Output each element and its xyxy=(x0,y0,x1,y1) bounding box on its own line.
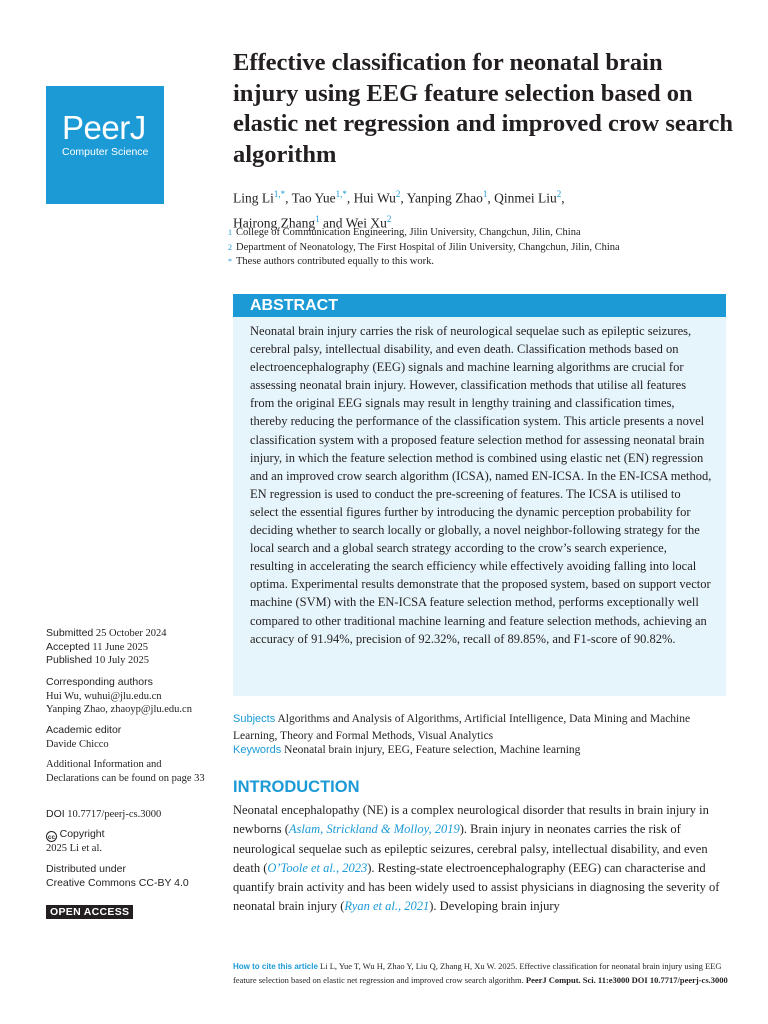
journal-citation: PeerJ Comput. Sci. 11:e3000 DOI 10.7717/peerj-cs.3000 xyxy=(525,974,728,985)
subjects-label: Subjects xyxy=(233,713,276,725)
abstract-section xyxy=(233,294,726,696)
author-name: Hui Wu xyxy=(353,190,396,206)
author-name: Hairong Zhang xyxy=(233,215,316,230)
affiliation-list xyxy=(228,226,738,270)
introduction-heading: INTRODUCTION xyxy=(233,778,360,796)
submitted-date: 25 October 2024 xyxy=(95,628,167,639)
accepted-date: 11 June 2025 xyxy=(92,641,149,653)
subjects-text: Algorithms and Analysis of Algorithms, Artificial Intelligence, Data Mining and Machine Learning, Theory and Formal Methods, Visual Analytics xyxy=(233,713,691,742)
corresponding-authors: Corresponding authors Hui Wu, wuhui@jlu.edu.cn Yanping Zhao, zhaoyp@jlu.edu.cn xyxy=(46,676,226,717)
keywords-text: Neonatal brain injury, EEG, Feature selection, Machine learning xyxy=(284,744,581,756)
academic-editor: Academic editor Davide Chicco xyxy=(46,724,122,750)
logo-brand: PeerJ xyxy=(62,109,146,146)
author-affil-mark: 1,* xyxy=(335,189,347,199)
abstract-heading: ABSTRACT xyxy=(233,294,726,317)
citation-link[interactable]: Aslam, Strickland & Molloy, 2019 xyxy=(288,822,460,837)
citation-link[interactable]: O’Toole et al., 2023 xyxy=(267,860,368,875)
author-affil-mark: 1 xyxy=(482,189,488,199)
subjects xyxy=(233,711,733,744)
abstract-text: Neonatal brain injury carries the risk of neurological sequelae such as epileptic seizures, cerebral palsy, intellectual disability, and even death. Classification methods based on electroencephalography (EEG) signals and machine learning algorithms are crucial for assessing neonatal brain injury. However, classification methods that utilise all features from the original EEG signals may result in lengthy training and classification times, thereby reducing the performance of the classification system. This article presents a novel classification system with a proposed feature selection method for assessing neonatal brain injury, in which the feature selection method is combined using elastic net (EN) regression and an improved crow search algorithm (ICSA), named EN-ICSA. In the EN-ICSA method, EN regression is used to conduct the pre-screening of features. The ICSA is utilised to select the essential figures further by introducing the dynamic perception probability for deciding whether to search locally or globally, a novel neighbor-following strategy for the local search and a global search strategy according to the crow’s search experience, resulting in accelerating the search efficiency while effectively avoiding falling into local optima. Experimental results demonstrate that the proposed system, based on support vector machine (SVM) with the EN-ICSA feature selection method, performs exceptionally well compared to other traditional machine learning and feature selection methods, achieving an accuracy of 91.94%, precision of 92.32%, recall of 89.85%, and F1-score of 90.82%. xyxy=(250,324,712,646)
author-name: Wei Xu xyxy=(345,215,387,230)
logo-section: Computer Science xyxy=(62,146,149,158)
author-name: Ling Li xyxy=(233,190,274,206)
author-name: Tao Yue xyxy=(291,190,336,206)
author-affil-mark: 2 xyxy=(395,189,401,199)
license: Distributed under Creative Commons CC-BY 4.0 xyxy=(46,863,226,890)
open-access-badge: OPEN ACCESS xyxy=(46,905,133,919)
journal-logo xyxy=(46,86,164,204)
author-affil-mark: 1 xyxy=(315,213,320,224)
author-affil-mark: 1,* xyxy=(273,189,286,199)
keywords xyxy=(233,742,733,759)
corresponding-author[interactable]: Hui Wu, wuhui@jlu.edu.cn xyxy=(46,690,162,702)
published-date: 10 July 2025 xyxy=(94,655,150,666)
author-name: Yanping Zhao xyxy=(406,190,483,206)
citation-link[interactable]: Ryan et al., 2021 xyxy=(344,899,430,914)
citation-footer: How to cite this article Li L, Yue T, Wu H, Zhao Y, Liu Q, Zhang H, Xu W. 2025. Effective classification for neonatal brain injury using EEG feature selection based on elastic net regression and improved crow search algorithm. PeerJ Comput. Sci. 11:e3000 DOI 10.7717/peerj-cs.3000 xyxy=(233,961,728,985)
corresponding-author[interactable]: Yanping Zhao, zhaoyp@jlu.edu.cn xyxy=(46,704,192,715)
keywords-label: Keywords xyxy=(233,744,282,756)
affiliation: 1 College of Communication Engineering, Jilin University, Changchun, Jilin, China xyxy=(228,227,581,238)
additional-info[interactable]: Additional Information and Declarations can be found on page 33 xyxy=(46,759,205,784)
introduction-text: Neonatal encephalopathy (NE) is a complex neurological disorder that results in brain injury in newborns (Aslam, Strickland & Molloy, 2019). Brain injury in neonates carries the risk of neurological sequelae such as epileptic seizures, cerebral palsy, intellectual disability, and even death (O’Toole et al., 2023). Resting-state electroencephalography (EEG) can characterise and quantify brain activity and has been widely used to assist physicians in diagnosing the severity of neonatal brain injury (Ryan et al., 2021). Developing brain injury xyxy=(233,803,720,914)
author-affil-mark: 2 xyxy=(386,213,392,224)
cite-label: How to cite this article xyxy=(233,962,318,971)
doi: DOI 10.7717/peerj-cs.3000 xyxy=(46,808,162,820)
doi-link[interactable]: 10.7717/peerj-cs.3000 xyxy=(67,809,162,820)
affiliation: 2 Department of Neonatology, The First Hospital of Jilin University, Changchun, Jilin, China xyxy=(228,241,620,253)
license-link[interactable]: Creative Commons CC-BY 4.0 xyxy=(46,876,189,889)
creative-commons-icon: cc xyxy=(46,831,57,842)
publication-dates: Submitted 25 October 2024 Accepted 11 June 2025 Published 10 July 2025 xyxy=(46,627,167,666)
affiliation-note: * These authors contributed equally to this work. xyxy=(228,256,434,267)
author-list: Ling $Li^{1,*}$, Tao Yue$^{1,*}$, Hui Wu$^2$, Yanping Zhao$^1$, Qinmei Liu$^2$, Hairong Zhang$^1$ and Wei Xu$^2$ xyxy=(233,189,565,230)
copyright: cc Copyright 2025 Li et al. xyxy=(46,828,105,854)
author-affil-mark: 2 xyxy=(556,189,562,199)
paper-title: Effective classification for neonatal brain injury using EEG feature selection based on elastic net regression and improved crow search algorithm xyxy=(233,49,733,168)
author-name: Qinmei Liu xyxy=(494,190,557,206)
